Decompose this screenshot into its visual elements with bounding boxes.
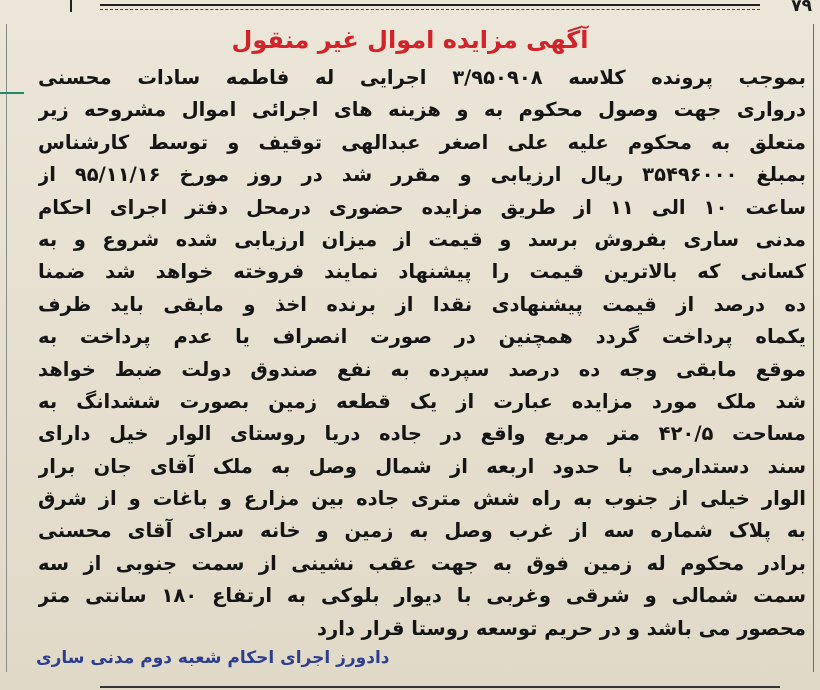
body-line: مدنی ساری بفروش برسد و قیمت از میزان ارزیابی شده شروع و به: [38, 227, 806, 251]
body-line: مساحت ۴۲۰/۵ متر مربع واقع در جاده دریا روستای الوار خیل دارای: [38, 422, 806, 446]
body-line: متعلق به محکوم علیه علی اصغر عبدالهی توقیف و توسط کارشناس: [38, 130, 806, 154]
body-line: موقع مابقی وجه ده درصد سپرده به نفع صندوق دولت ضبط خواهد: [38, 357, 806, 381]
body-line: سمت شمالی و شرقی وغربی با دیوار بلوکی به ارتفاع ۱۸۰ سانتی متر: [38, 584, 806, 608]
body-line: به پلاک شماره سه از غرب وصل به زمین و خانه سرای آقای محسنی: [38, 519, 806, 543]
body-line: کسانی که بالاترین قیمت را پیشنهاد نمایند فروخته خواهد شد ضمنا: [38, 260, 806, 284]
body-line: ده درصد از قیمت پیشنهادی نقدا از برنده اخذ و مابقی باید ظرف: [38, 292, 806, 316]
body-line: سند دستدارمی با حدود اربعه از شمال وصل به ملک آقای جان برار: [38, 454, 806, 478]
right-column-rule: [813, 24, 814, 672]
body-line: برادر محکوم له زمین فوق به جهت عقب نشینی از سمت جنوبی از سه: [38, 551, 806, 575]
bottom-border-rule: [100, 686, 780, 688]
body-line: بموجب پرونده کلاسه ۳/۹۵۰۹۰۸ اجرایی له فاطمه سادات محسنی: [38, 66, 806, 89]
column-tick-mark: [70, 0, 72, 12]
left-column-rule: [6, 24, 7, 672]
page-number: ۷۹: [791, 0, 812, 16]
signature-line: دادورز اجرای احکام شعبه دوم مدنی ساری: [36, 648, 390, 668]
body-line: یکماه پرداخت گردد همچنین در صورت انصراف یا عدم پرداخت به: [38, 325, 806, 349]
top-border-rule: [100, 4, 760, 10]
notice-body: [38, 62, 806, 646]
notice-title: آگهی مزایده اموال غیر منقول: [231, 26, 589, 54]
body-line: الوار خیلی از جنوب به راه شش متری جاده بین مزارع و باغات و از شرق: [38, 487, 806, 511]
body-line: بمبلغ ۳۵۴۹۶۰۰۰ ریال ارزیابی و مقرر شد در روز مورخ ۹۵/۱۱/۱۶ از: [38, 163, 806, 187]
body-line-last: محصور می باشد و در حریم توسعه روستا قرار دارد: [316, 616, 806, 640]
body-line: درواری جهت وصول محکوم به و هزینه های اجرائی اموال مشروحه زیر: [38, 98, 806, 122]
body-line: ساعت ۱۰ الی ۱۱ از طریق مزایده حضوری درمحل دفتر اجرای احکام: [38, 195, 806, 219]
body-line: شد ملک مورد مزایده عبارت از یک قطعه زمین بصورت ششدانگ به: [38, 389, 806, 413]
green-edge-marker: [0, 92, 24, 94]
